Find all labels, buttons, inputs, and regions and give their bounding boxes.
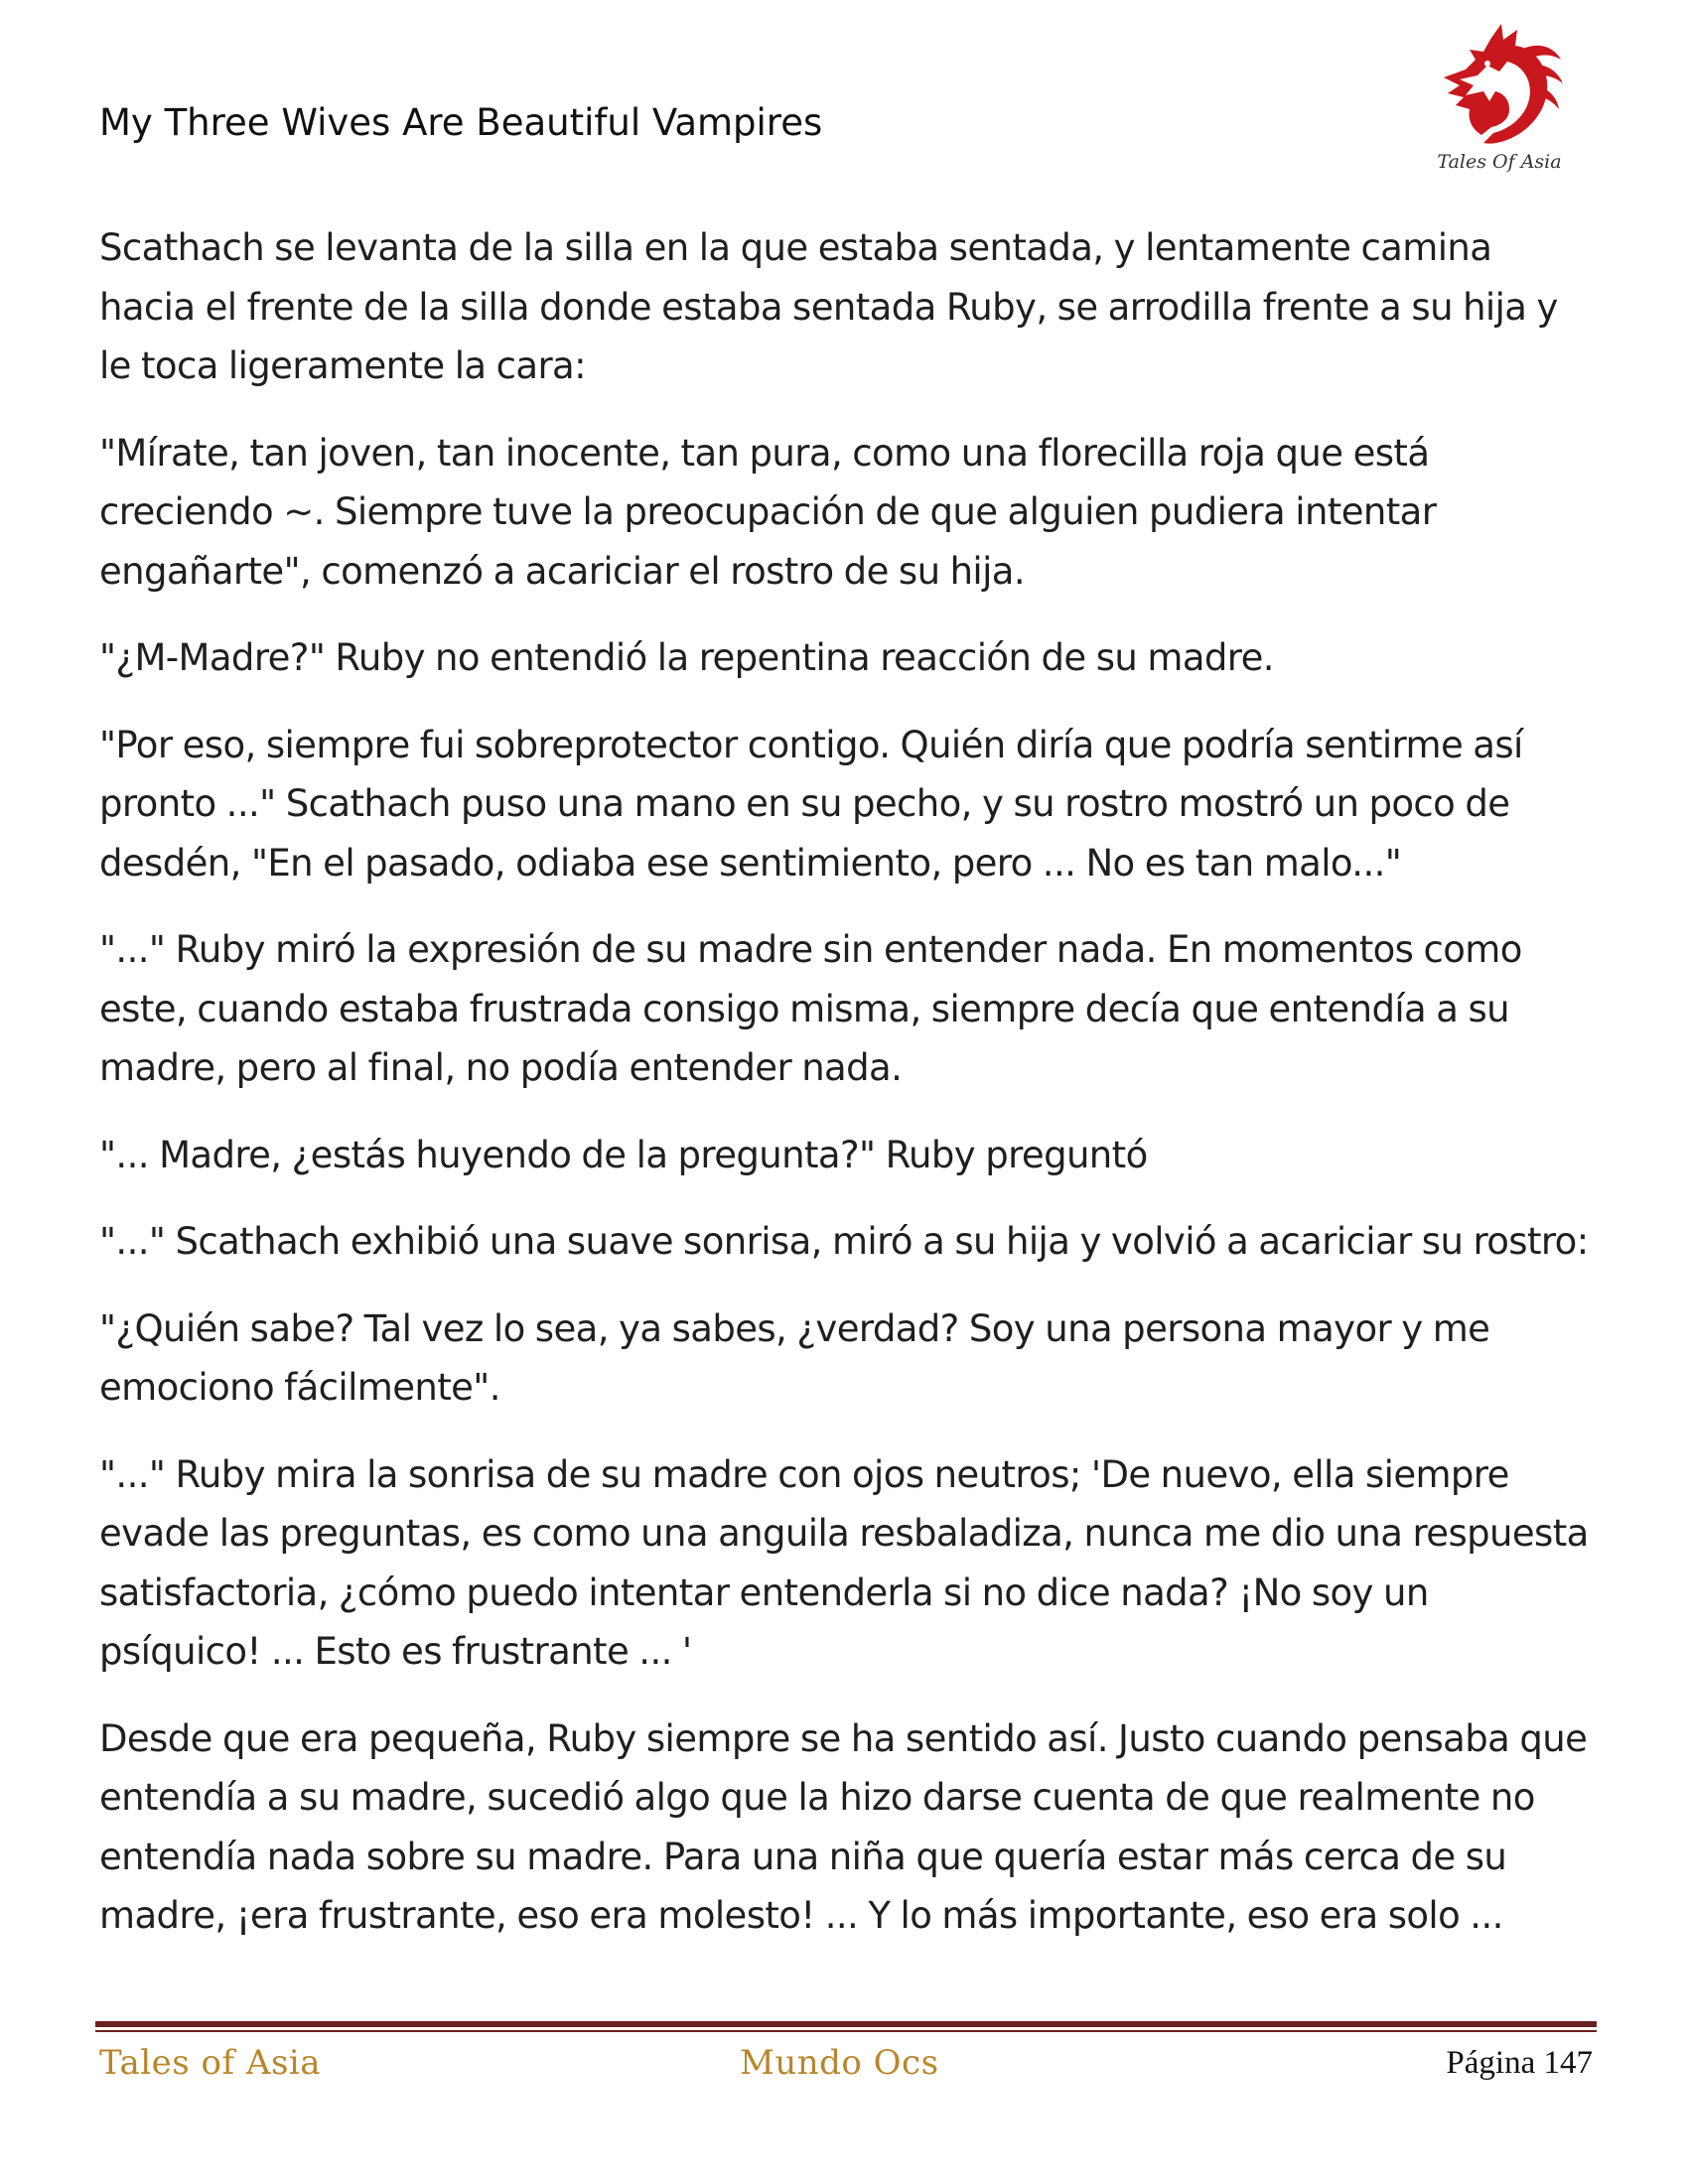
paragraph: Desde que era pequeña, Ruby siempre se ha sentido así. Justo cuando pensaba que entendía a su madre, sucedió algo que la hizo darse cuenta de que realmente no entendía nada sobre su madre. Para una niña que quería estar más cerca de su madre, ¡era frustrante, eso era molesto! ... Y lo más importante, eso era solo ... xyxy=(99,1716,1588,1937)
page-number: Página 147 xyxy=(1446,2045,1593,2081)
paragraph: "¿Quién sabe? Tal vez lo sea, ya sabes, ¿verdad? Soy una persona mayor y me emociono fácilmente". xyxy=(99,1306,1490,1409)
footer-divider-thin xyxy=(95,2030,1597,2032)
paragraph: "Por eso, siempre fui sobreprotector contigo. Quién diría que podría sentirme así pronto ..." Scathach puso una mano en su pecho, y su rostro mostró un poco de desdén, "En el pasado, odiaba ese sentimiento, pero ... No es tan malo..." xyxy=(99,723,1523,885)
logo-text: Tales Of Asia xyxy=(1437,151,1562,173)
paragraph: "..." Ruby miró la expresión de su madre sin entender nada. En momentos como este, cuando estaba frustrada consigo misma, siempre decía que entendía a su madre, pero al final, no podía entender nada. xyxy=(99,928,1522,1089)
paragraph: Scathach se levanta de la silla en la que estaba sentada, y lentamente camina hacia el frente de la silla donde estaba sentada Ruby, se arrodilla frente a su hija y le toca ligeramente la cara: xyxy=(99,226,1558,387)
document-title: My Three Wives Are Beautiful Vampires xyxy=(99,101,823,144)
paragraph: "..." Ruby mira la sonrisa de su madre con ojos neutros; 'De nuevo, ella siempre evade las preguntas, es como una anguila resbaladiza, nunca me dio una respuesta satisfactoria, ¿cómo puedo intentar entenderla si no dice nada? ¡No soy un psíquico! ... Esto es frustrante ... ' xyxy=(99,1452,1589,1673)
footer-divider-thick xyxy=(95,2021,1597,2027)
dragon-icon xyxy=(1430,20,1569,154)
footer-group-name: Mundo Ocs xyxy=(740,2043,939,2083)
chapter-body xyxy=(99,218,1589,1974)
tales-of-asia-logo xyxy=(1430,20,1569,179)
paragraph: "Mírate, tan joven, tan inocente, tan pura, como una florecilla roja que está creciendo ~. Siempre tuve la preocupación de que alguien pudiera intentar engañarte", comenzó a acariciar el rostro de su hija. xyxy=(99,431,1437,593)
paragraph: "¿M-Madre?" Ruby no entendió la repentina reacción de su madre. xyxy=(99,636,1274,679)
paragraph: "... Madre, ¿estás huyendo de la pregunta?" Ruby preguntó xyxy=(99,1133,1148,1176)
paragraph: "..." Scathach exhibió una suave sonrisa, miró a su hija y volvió a acariciar su rostro: xyxy=(99,1220,1589,1263)
footer-divider xyxy=(95,2021,1597,2033)
footer-site-name: Tales of Asia xyxy=(99,2043,322,2083)
